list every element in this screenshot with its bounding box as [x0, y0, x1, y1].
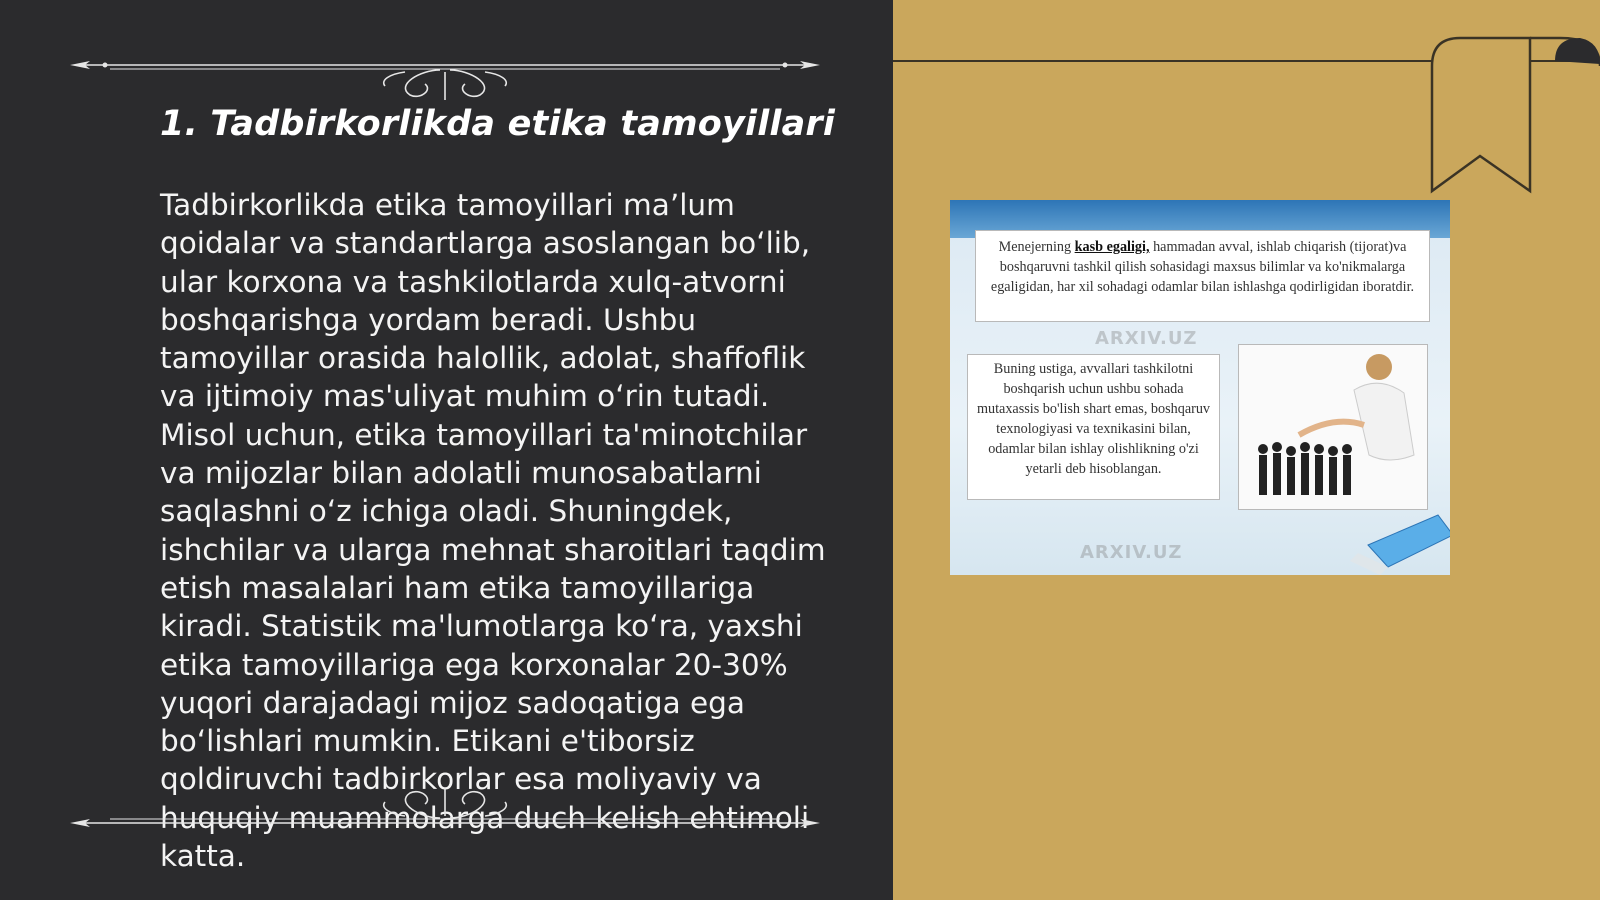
definition-highlight: kasb egaligi, [1074, 239, 1150, 255]
watermark: ARXIV.UZ [1095, 328, 1198, 349]
definition-rest: hammadan avval, ishlab chiqarish (tijorat)va boshqaruvni tashkil qilish sohasidagi maxsus bilimlar va ko'nikmalarga egaligidan, har xil sohadagi odamlar bilan ishlashga qodirligidan iboratdir. [990, 239, 1415, 295]
business-people-photo [1238, 344, 1428, 510]
people-illustration-icon [1239, 345, 1427, 509]
embedded-slide-image [950, 200, 1450, 575]
definition-box [975, 230, 1430, 322]
slide-body-text: Tadbirkorlikda etika tamoyillari ma’lum qoidalar va standartlarga asoslangan bo‘lib, ular korxona va tashkilotlarda xulq-atvorni boshqarishga yordam beradi. Ushbu tamoyillar orasida halollik, adolat, shaffoflik va ijtimoiy mas'uliyat muhim o‘rin tutadi. Misol uchun, etika tamoyillari ta'minotchilar va mijozlar bilan adolatli munosabatlarni saqlashni o‘z ichiga oladi. Shuningdek, ishchilar va ularga mehnat sharoitlari taqdim etish masalalari ham etika tamoyillariga kiradi. Statistik ma'lumotlarga ko‘ra, yaxshi etika tamoyillariga ega korxonalar 20-30% yuqori darajadagi mijoz sadoqatiga ega bo‘lishlari mumkin. Etikani e'tiborsiz qoldiruvchi tadbirkorlar esa moliyaviy va huquqiy muammolarga duch kelish ehtimoli katta. [160, 188, 826, 874]
watermark-bottom: ARXIV.UZ [1080, 542, 1183, 563]
note-box: Buning ustiga, avvallari tashkilotni boshqarish uchun ushbu sohada mutaxassis bo'lish shart emas, boshqaruv texnologiyasi va texnikasini bilan, odamlar bilan ishlay olishlikning o'zi yetarli deb hisoblangan. [967, 354, 1220, 500]
laptop-icon [1348, 505, 1450, 575]
bookmark-ribbon-icon [1430, 36, 1600, 201]
ornament-divider-bottom-icon [65, 768, 825, 828]
slide-title: 1. Tadbirkorlikda etika tamoyillari [160, 104, 836, 144]
definition-prefix: Menejerning [998, 239, 1075, 255]
ornament-divider-top-icon [65, 40, 825, 100]
